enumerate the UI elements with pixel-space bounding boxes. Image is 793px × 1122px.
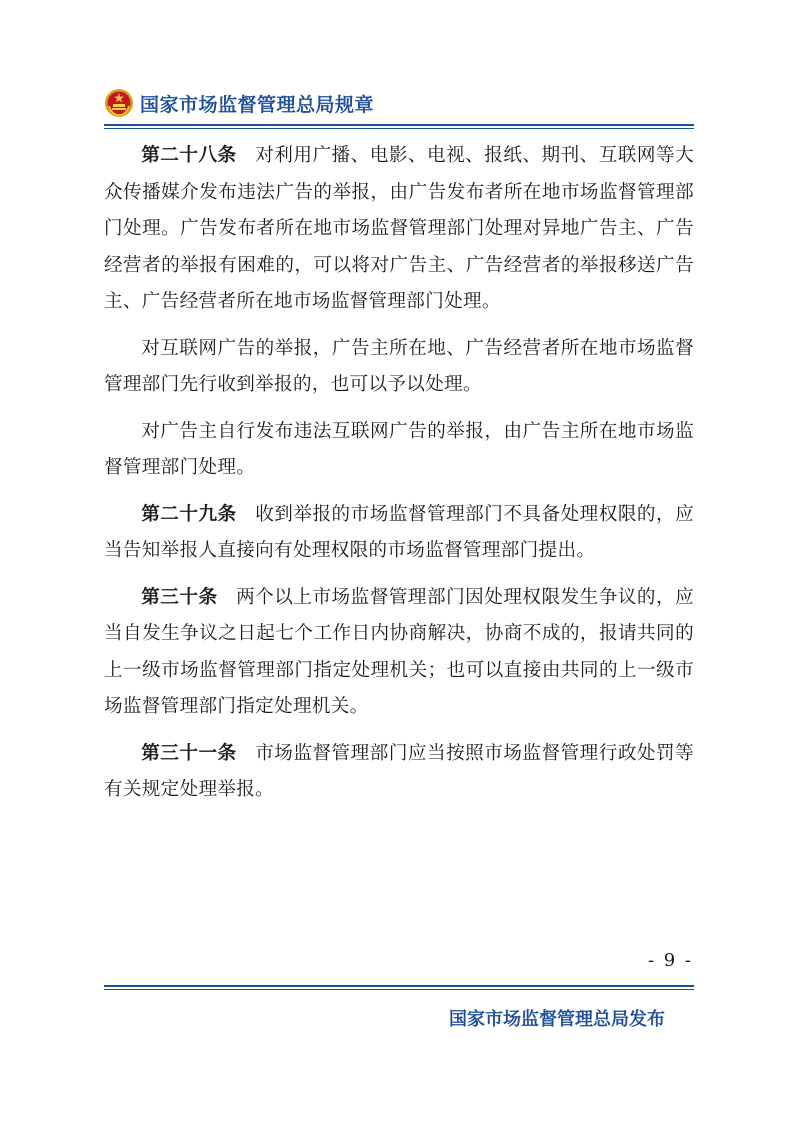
page-number: - 9 - — [647, 950, 693, 971]
article-30-title: 第三十条 — [141, 586, 218, 608]
article-31-paragraph-1 — [104, 736, 694, 809]
header-title: 国家市场监督管理总局规章 — [140, 93, 375, 116]
article-28-paragraph-2 — [104, 331, 694, 404]
footer-divider — [104, 985, 694, 987]
article-28-text-3: 对广告主自行发布违法互联网广告的举报，由广告主所在地市场监督管理部门处理。 — [104, 420, 694, 478]
footer-divider-thin — [104, 989, 694, 990]
article-29-text-1: 收到举报的市场监督管理部门不具备处理权限的，应当告知举报人直接向有处理权限的市场监督管理部门提出。 — [104, 503, 694, 561]
article-28-paragraph-1 — [104, 138, 694, 321]
page-header — [104, 86, 374, 120]
article-31-text-1: 市场监督管理部门应当按照市场监督管理行政处罚等有关规定处理举报。 — [104, 742, 694, 800]
document-body — [104, 138, 694, 809]
article-30-text-1: 两个以上市场监督管理部门因处理权限发生争议的，应当自发生争议之日起七个工作日内协商解决，协商不成的，报请共同的上一级市场监督管理部门指定处理机关；也可以直接由共同的上一级市场监督管理部门指定处理机关。 — [104, 586, 694, 717]
article-28-text-1: 对利用广播、电影、电视、报纸、期刊、互联网等大众传播媒介发布违法广告的举报，由广告发布者所在地市场监督管理部门处理。广告发布者所在地市场监督管理部门处理对异地广告主、广告经营者的举报有困难的，可以将对广告主、广告经营者的举报移送广告主、广告经营者所在地市场监督管理部门处理。 — [104, 145, 694, 312]
header-divider-thin — [104, 128, 694, 129]
header-divider — [104, 124, 694, 126]
footer-publisher: 国家市场监督管理总局发布 — [449, 1009, 665, 1030]
article-28-title: 第二十八条 — [141, 145, 237, 166]
article-28-text-2: 对互联网广告的举报，广告主所在地、广告经营者所在地市场监督管理部门先行收到举报的，也可以予以处理。 — [104, 337, 694, 395]
article-29-paragraph-1 — [104, 497, 694, 570]
article-29-title: 第二十九条 — [141, 503, 237, 525]
article-28-paragraph-3 — [104, 414, 694, 487]
article-31-title: 第三十一条 — [141, 742, 237, 764]
article-30-paragraph-1 — [104, 580, 694, 726]
national-emblem-icon — [104, 88, 134, 118]
